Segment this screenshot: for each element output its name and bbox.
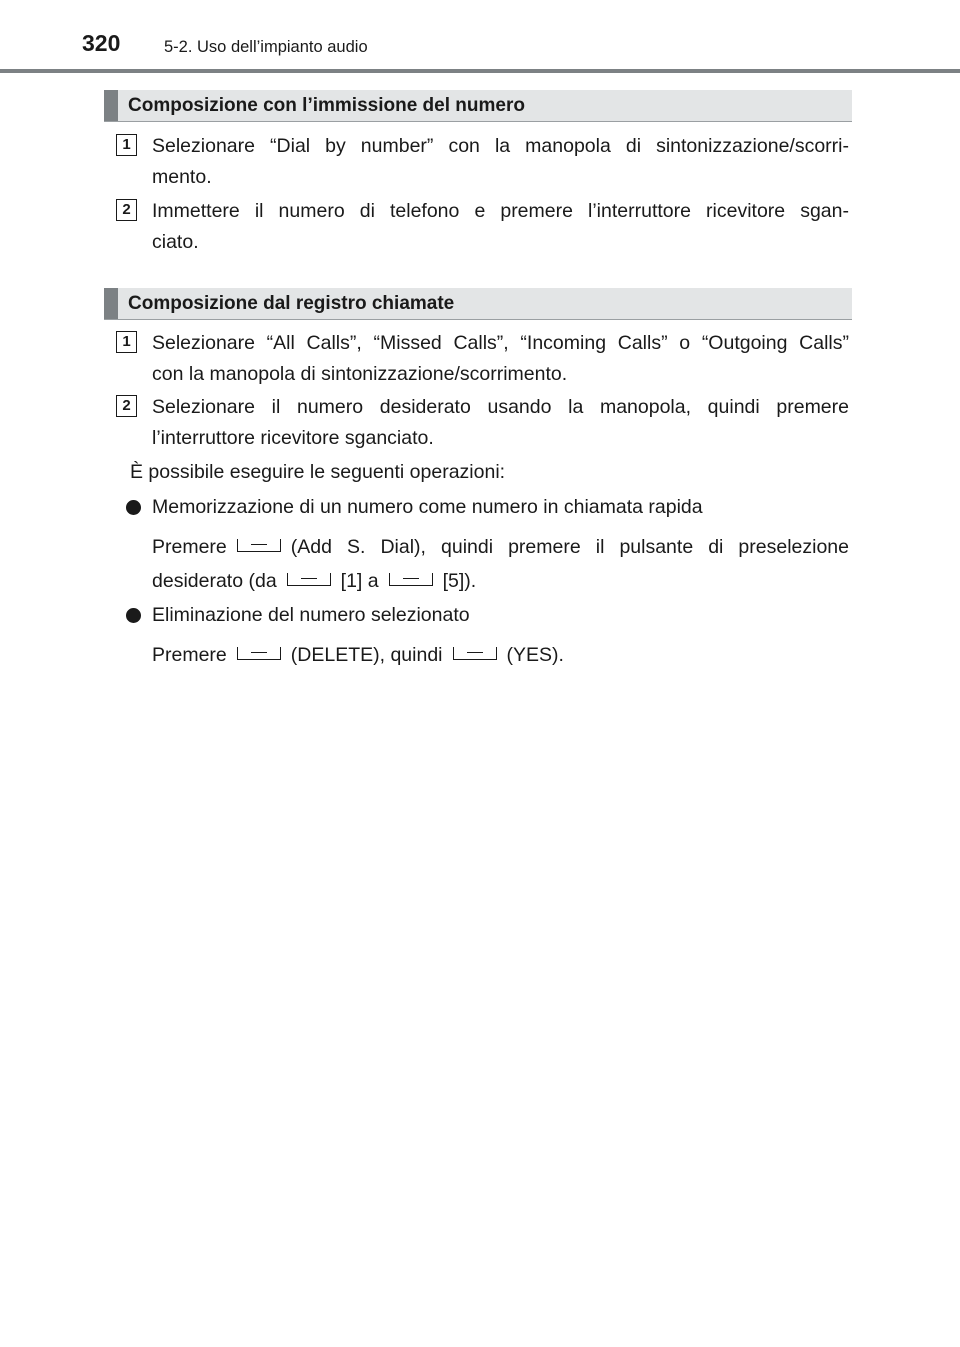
step-number: 2 xyxy=(116,199,137,221)
item-heading: Eliminazione del numero selezionato xyxy=(152,604,470,626)
section-title: Composizione con l’immissione del numero xyxy=(128,95,525,116)
instruction-text: [5]). xyxy=(442,570,477,592)
instruction-text: [1] a xyxy=(340,570,379,592)
step-text xyxy=(152,392,849,454)
section-heading-call-log xyxy=(104,288,852,319)
instruction-text-wrap xyxy=(291,532,849,563)
section-title: Composizione dal registro chiamate xyxy=(128,293,455,314)
step-text xyxy=(152,131,849,193)
step-number: 2 xyxy=(116,395,137,417)
preset-button-icon xyxy=(453,647,497,661)
page-number: 320 xyxy=(82,30,121,56)
instruction-text: Premere xyxy=(152,644,227,666)
step-text-line: Selezionare “All Calls”, “Missed Calls”, “Incoming Calls” o “Outgoing Calls” xyxy=(152,332,849,354)
step-text-line: con la manopola di sintonizzazione/scorrimento. xyxy=(152,363,568,385)
page-header xyxy=(0,0,960,80)
instruction-text: Premere xyxy=(152,536,227,558)
preset-button-icon xyxy=(389,573,433,587)
step-text-line: l’interruttore ricevitore sganciato. xyxy=(152,427,434,449)
item-instruction-line xyxy=(152,566,476,597)
preset-button-icon xyxy=(287,573,331,587)
operations-intro: È possibile eseguire le seguenti operazioni: xyxy=(130,461,506,483)
preset-button-icon xyxy=(237,539,281,553)
step-number: 1 xyxy=(116,331,137,353)
preset-button-icon xyxy=(237,647,281,661)
instruction-text: (Add S. Dial), quindi premere il pulsante di preselezione xyxy=(290,536,849,558)
section-underline xyxy=(104,121,852,122)
instruction-text: (DELETE), quindi xyxy=(290,644,443,666)
step-text xyxy=(152,328,849,390)
item-heading: Memorizzazione di un numero come numero in chiamata rapida xyxy=(152,496,703,518)
chapter-title: 5-2. Uso dell’impianto audio xyxy=(164,38,368,56)
header-rule xyxy=(0,69,960,73)
item-instruction-line xyxy=(152,532,849,563)
step-number: 1 xyxy=(116,134,137,156)
item-instruction-line xyxy=(152,640,564,671)
step-text xyxy=(152,196,849,258)
step-text-line: Immettere il numero di telefono e premere l’interruttore ricevitore sgan- xyxy=(152,200,849,222)
step-text-line: Selezionare il numero desiderato usando la manopola, quindi premere xyxy=(152,396,849,418)
section-heading-dial-by-number xyxy=(104,90,852,121)
bullet-dot-icon xyxy=(126,500,141,515)
step-text-line: Selezionare “Dial by number” con la manopola di sintonizzazione/scorri- xyxy=(152,135,849,157)
section-underline xyxy=(104,319,852,320)
step-text-line: ciato. xyxy=(152,231,199,253)
instruction-text: desiderato (da xyxy=(152,570,277,592)
bullet-dot-icon xyxy=(126,608,141,623)
instruction-text: (YES). xyxy=(506,644,564,666)
step-text-line: mento. xyxy=(152,166,212,188)
